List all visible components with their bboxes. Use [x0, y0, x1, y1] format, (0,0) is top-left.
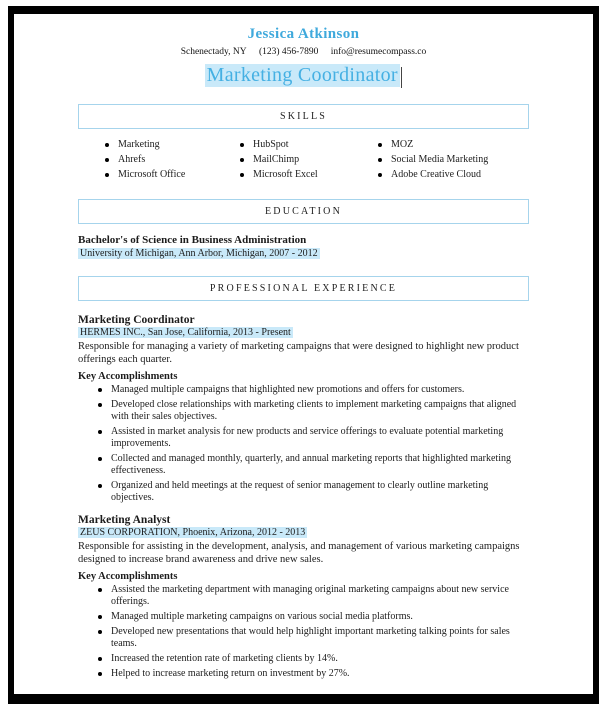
skill-item [378, 169, 529, 182]
accomplishment-text: Developed close relationships with marketing clients to implement marketing campaigns that aligned with their sales objectives. [111, 399, 517, 422]
resume-title-selected-text[interactable]: Marketing Coordinator [206, 64, 398, 86]
bullet-icon [378, 158, 382, 162]
degree-title: Bachelor's of Science in Business Administration [78, 234, 307, 246]
section-header-skills [78, 104, 529, 129]
skills-column-1 [105, 139, 240, 184]
accomplishment-item [98, 399, 529, 423]
bullet-icon [240, 143, 244, 147]
skill-label: Microsoft Excel [253, 169, 318, 180]
accomplishment-item [98, 668, 529, 680]
contact-location: Schenectady, NY [180, 47, 247, 57]
accomplishment-item [98, 611, 529, 623]
bullet-icon [240, 158, 244, 162]
accomplishment-item [98, 584, 529, 608]
skill-label: MOZ [391, 139, 414, 150]
bullet-icon [105, 158, 109, 162]
resume-title-row [78, 64, 529, 92]
skill-label: Microsoft Office [118, 169, 186, 180]
skill-item [378, 139, 529, 152]
bullet-icon [98, 484, 102, 488]
skill-item [378, 154, 529, 167]
accomplishment-text: Increased the retention rate of marketing clients by 14%. [111, 653, 338, 664]
accomplishment-text: Helped to increase marketing return on investment by 27%. [111, 668, 350, 679]
company-selected-text[interactable]: ZEUS CORPORATION, Phoenix, Arizona, 2012 - 2013 [80, 527, 306, 538]
text-cursor [401, 67, 403, 88]
bullet-icon [98, 588, 102, 592]
accomplishment-item [98, 426, 529, 450]
accomplishment-text: Managed multiple campaigns that highlighted new promotions and offers for customers. [111, 384, 465, 395]
skill-item [240, 139, 378, 152]
job-summary: Responsible for assisting in the development, analysis, and management of various marketing campaigns designed to increase brand awareness and drive new sales. [78, 541, 520, 565]
accomplishment-item [98, 653, 529, 665]
job-title: Marketing Analyst [78, 514, 171, 526]
section-header-experience [78, 276, 529, 301]
skill-label: Marketing [118, 139, 160, 150]
skill-label: Adobe Creative Cloud [391, 169, 481, 180]
skill-item [240, 169, 378, 182]
accomplishment-text: Collected and managed monthly, quarterly, and annual marketing reports that highlighted marketing effectiveness. [111, 453, 511, 476]
skills-list [78, 139, 529, 184]
key-accomplishments-label: Key Accomplishments [78, 571, 178, 582]
bullet-icon [105, 173, 109, 177]
school-line [78, 248, 529, 259]
document-frame [8, 6, 599, 704]
accomplishment-text: Managed multiple marketing campaigns on various social media platforms. [111, 611, 413, 622]
bullet-icon [98, 672, 102, 676]
skill-label: Ahrefs [118, 154, 146, 165]
bullet-icon [98, 630, 102, 634]
accomplishment-item [98, 384, 529, 396]
job-summary: Responsible for managing a variety of marketing campaigns that were designed to highlight new product offerings each quarter. [78, 341, 519, 365]
accomplishment-item [98, 480, 529, 504]
key-accomplishments-label: Key Accomplishments [78, 371, 178, 382]
skill-item [105, 154, 240, 167]
accomplishment-text: Assisted in market analysis for new products and service offerings to evaluate potential marketing improvements. [111, 426, 504, 449]
candidate-name: Jessica Atkinson [247, 26, 360, 42]
bullet-icon [105, 143, 109, 147]
skill-label: MailChimp [253, 154, 300, 165]
bullet-icon [98, 615, 102, 619]
bullet-icon [98, 430, 102, 434]
resume-content [14, 14, 593, 680]
resume-page [14, 14, 593, 694]
skill-label: HubSpot [253, 139, 289, 150]
company-selected-text[interactable]: HERMES INC., San Jose, California, 2013 - Present [80, 327, 291, 338]
skills-column-2 [240, 139, 378, 184]
bullet-icon [98, 388, 102, 392]
contact-line [78, 47, 529, 57]
accomplishments-list [78, 384, 529, 504]
section-header-education [78, 199, 529, 224]
skill-item [105, 169, 240, 182]
bullet-icon [240, 173, 244, 177]
skill-item [240, 154, 378, 167]
skill-item [105, 139, 240, 152]
accomplishment-item [98, 626, 529, 650]
bullet-icon [98, 403, 102, 407]
skill-label: Social Media Marketing [391, 154, 489, 165]
school-selected-text[interactable]: University of Michigan, Ann Arbor, Michigan, 2007 - 2012 [80, 248, 318, 259]
contact-email: info@resumecompass.co [330, 47, 427, 57]
job-company-line [78, 327, 529, 338]
accomplishment-text: Assisted the marketing department with managing original marketing campaigns about new service offerings. [111, 584, 509, 607]
skills-column-3 [378, 139, 529, 184]
experience-heading-label: PROFESSIONAL EXPERIENCE [209, 283, 398, 294]
bullet-icon [378, 143, 382, 147]
education-heading-label: EDUCATION [264, 206, 343, 217]
accomplishment-text: Developed new presentations that would help highlight important marketing talking points for sales teams. [111, 626, 510, 649]
accomplishment-text: Organized and held meetings at the request of senior management to clearly outline marketing objectives. [111, 480, 489, 503]
bullet-icon [98, 457, 102, 461]
accomplishment-item [98, 453, 529, 477]
skills-heading-label: SKILLS [279, 111, 328, 122]
accomplishments-list [78, 584, 529, 680]
job-company-line [78, 527, 529, 538]
bullet-icon [98, 657, 102, 661]
bullet-icon [378, 173, 382, 177]
job-title: Marketing Coordinator [78, 314, 195, 326]
contact-phone: (123) 456-7890 [258, 47, 319, 57]
